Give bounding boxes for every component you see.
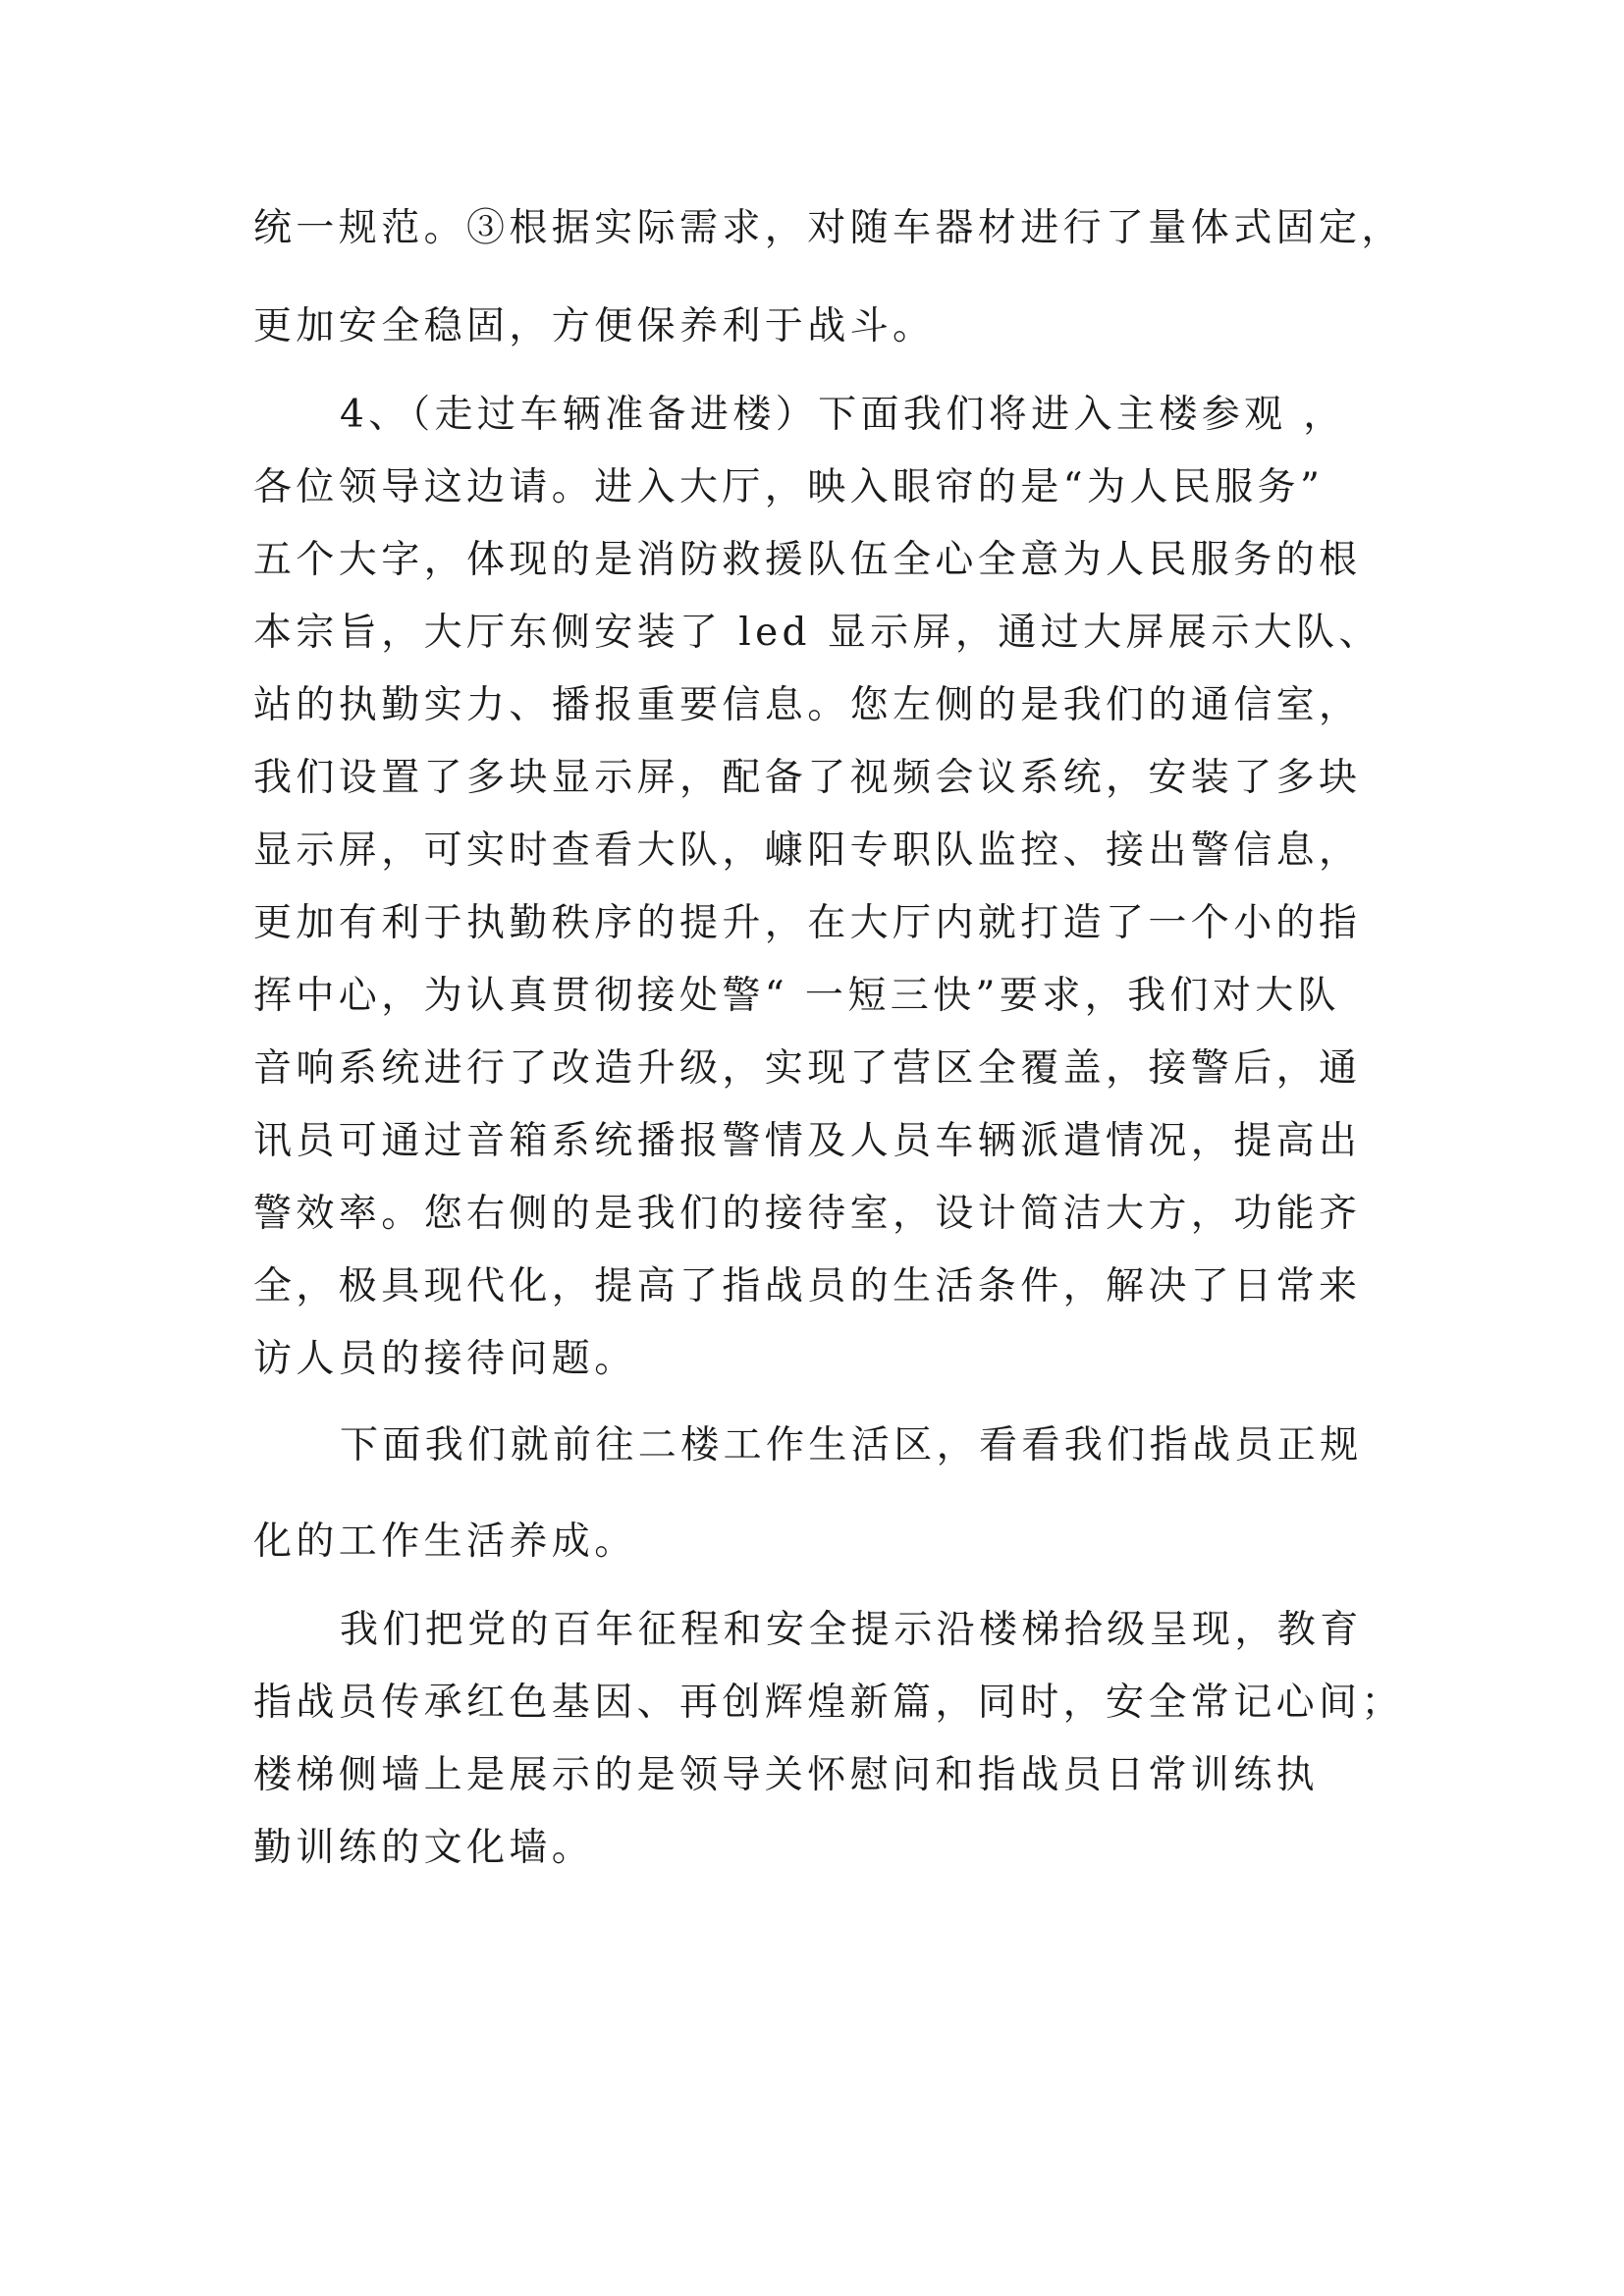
text-line: 全，极具现代化，提高了指战员的生活条件，解决了日常来 xyxy=(253,1264,1362,1308)
text-line: 勤训练的文化墙。 xyxy=(253,1826,595,1870)
text-line: 化的工作生活养成。 xyxy=(253,1520,637,1564)
text-line: 本宗旨，大厅东侧安装了 led 显示屏，通过大屏展示大队、 xyxy=(253,611,1381,655)
text-line: 4、（走过车辆准备进楼）下面我们将进入主楼参观 ， xyxy=(340,393,1346,437)
text-line: 访人员的接待问题。 xyxy=(253,1337,637,1381)
text-line: 下面我们就前往二楼工作生活区，看看我们指战员正规 xyxy=(340,1423,1363,1468)
text-line: 挥中心，为认真贯彻接处警“ 一短三快”要求，我们对大队 xyxy=(253,974,1341,1018)
text-line: 我们设置了多块显示屏，配备了视频会议系统，安装了多块 xyxy=(253,756,1362,800)
text-line: 五个大字，体现的是消防救援队伍全心全意为人民服务的根 xyxy=(253,538,1362,582)
text-line: 我们把党的百年征程和安全提示沿楼梯拾级呈现，教育 xyxy=(340,1608,1363,1652)
text-line: 显示屏，可实时查看大队，嵻阳专职队监控、接出警信息， xyxy=(253,828,1362,873)
text-line: 更加有利于执勤秩序的提升，在大厅内就打造了一个小的指 xyxy=(253,901,1362,945)
text-line: 站的执勤实力、播报重要信息。您左侧的是我们的通信室， xyxy=(253,683,1362,727)
text-line: 警效率。您右侧的是我们的接待室，设计简洁大方，功能齐 xyxy=(253,1192,1362,1236)
text-line: 楼梯侧墙上是展示的是领导关怀慰问和指战员日常训练执 xyxy=(253,1753,1320,1797)
text-line: 各位领导这边请。进入大厅，映入眼帘的是“为人民服务” xyxy=(253,465,1325,509)
text-line: 更加安全稳固，方便保养利于战斗。 xyxy=(253,304,936,348)
text-line: 音响系统进行了改造升级，实现了营区全覆盖，接警后，通 xyxy=(253,1046,1362,1091)
text-line: 统一规范。③根据实际需求，对随车器材进行了量体式固定， xyxy=(253,206,1404,250)
text-line: 指战员传承红色基因、再创辉煌新篇，同时，安全常记心间； xyxy=(253,1681,1404,1725)
text-line: 讯员可通过音箱系统播报警情及人员车辆派遣情况，提高出 xyxy=(253,1119,1362,1163)
